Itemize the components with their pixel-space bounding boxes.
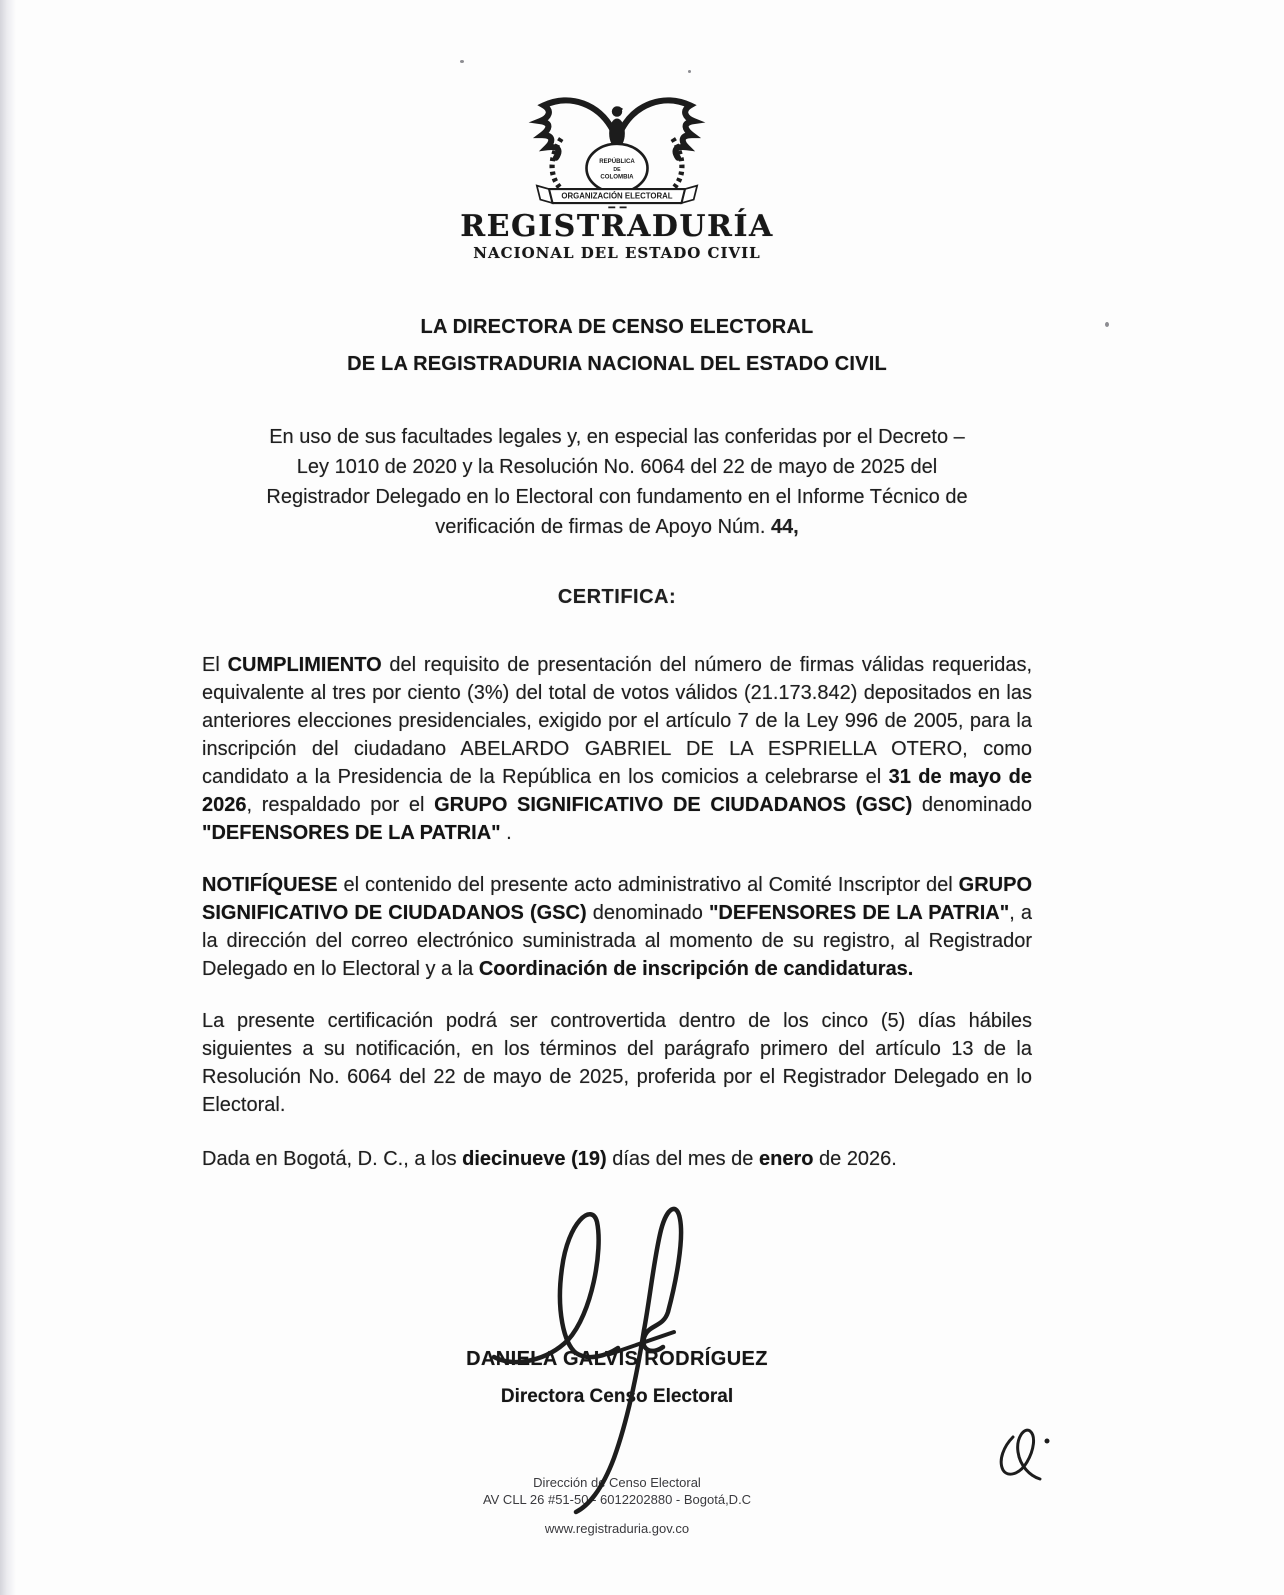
initial-mark-dot [1045,1439,1050,1444]
document-footer [202,1474,1032,1536]
initial-mark [1001,1430,1040,1479]
footer-website: www.registraduria.gov.co [544,1521,690,1536]
crest-oval-line3: COLOMBIA [600,173,634,181]
crest-oval-line1: REPÚBLICA [599,157,635,165]
intro-line: Registrador Delegado en lo Electoral con fundamento en el Informe Técnico de [266,486,968,508]
registraduria-logo [202,88,1032,262]
org-name: REGISTRADURÍA [460,209,774,244]
paragraph-cumplimiento: El CUMPLIMIENTO del requisito de presentación del número de firmas válidas requeridas, equivalente al tres por ciento (3%) del total de votos válidos (21.173.842) depositados en las anteriores elecciones presidenciales, exigido por el artículo 7 de la Ley 996 de 2005, para la inscripción del ciudadano ABELARDO GABRIEL DE LA ESPRIELLA OTERO, como candidato a la Presidencia de la República en los comicios a celebrarse el 31 de mayo de 2026, respaldado por el GRUPO SIGNIFICATIVO DE CIUDADANOS (GSC) denominado "DEFENSORES DE LA PATRIA" . [202,654,1033,844]
signer-name: DANIELA GALVIS RODRÍGUEZ [466,1348,768,1370]
header-line-2: DE LA REGISTRADURIA NACIONAL DEL ESTADO CIVIL [347,353,887,375]
crest-banner-label: ORGANIZACIÓN ELECTORAL [561,191,673,201]
signature-block [202,1348,1032,1408]
electoral-crest-icon [499,88,735,210]
org-subtitle: NACIONAL DEL ESTADO CIVIL [473,244,761,262]
header-line-1: LA DIRECTORA DE CENSO ELECTORAL [420,316,814,338]
document-header [202,316,1032,376]
scan-speck [1105,322,1109,327]
crest-oval-line2: DE [613,166,621,173]
intro-line: Ley 1010 de 2020 y la Resolución No. 6064 del 22 de mayo de 2025 del [296,456,938,478]
footer-address-line: AV CLL 26 #51-50 - 6012202880 - Bogotá,D.C [482,1492,752,1507]
intro-line: En uso de sus facultades legales y, en especial las conferidas por el Decreto – [269,426,965,448]
signature-scrawl [494,1214,618,1362]
signer-title: Directora Censo Electoral [500,1386,734,1407]
intro-line: verificación de firmas de Apoyo Núm. 44, [435,516,799,538]
paragraph-fecha: Dada en Bogotá, D. C., a los diecinueve (19) días del mes de enero de 2026. [202,1148,897,1170]
scan-edge-shadow [0,0,16,1595]
footer-office-line: Dirección de Censo Electoral [533,1475,701,1490]
certifica-heading: CERTIFICA: [557,586,677,608]
paragraph-notifiquese: NOTIFÍQUESE el contenido del presente acto administrativo al Comité Inscriptor del GRUPO SIGNIFICATIVO DE CIUDADANOS (GSC) denominado "DEFENSORES DE LA PATRIA", a la dirección del correo electrónico suministrada al momento de su registro, al Registrador Delegado en lo Electoral y a la Coordinación de inscripción de candidaturas. [202,874,1032,980]
paragraph-controversia: La presente certificación podrá ser controvertida dentro de los cinco (5) días hábiles siguientes a su notificación, en los términos del parágrafo primero del artículo 13 de la Resolución No. 6064 del 22 de mayo de 2025, proferida por el Registrador Delegado en lo Electoral. [202,1010,1032,1116]
intro-paragraph [202,422,1032,542]
